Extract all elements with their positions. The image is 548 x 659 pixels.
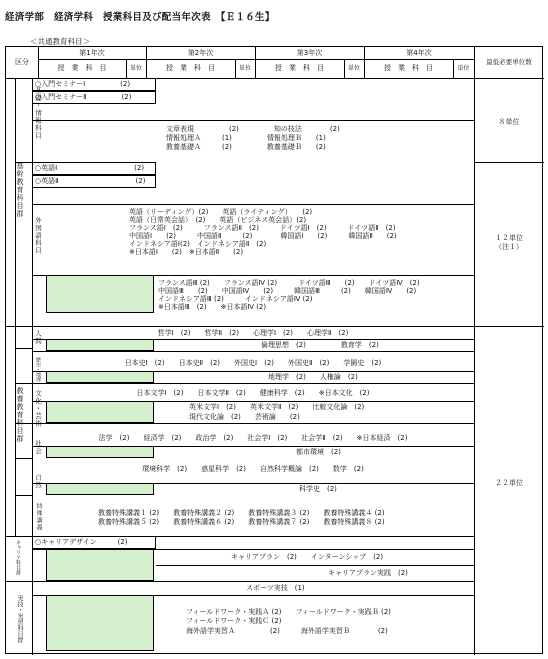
subject-line: 教養特殊講義５ (2) 教養特殊講義６ (2) 教養特殊講義７ (2) 教養特殊講義８ (2)	[98, 518, 385, 526]
subject-line: ○キャリアデザイン (2)	[35, 538, 128, 546]
subject-line: キャリアプラン実践 (2)	[328, 569, 408, 577]
subject-line: ※日本語Ⅰ (2) ※日本語Ⅱ (2)	[129, 248, 244, 256]
subject-line: 倫理思想 (2) 教育学 (2)	[261, 341, 379, 349]
shaded-cell	[46, 339, 154, 351]
subject-line: 現代文化論 (2) 芸術論 (2)	[189, 413, 300, 421]
subcategory-shizen: 自然	[34, 474, 42, 489]
shaded-cell	[46, 595, 154, 651]
shaded-cell	[46, 371, 154, 383]
subject-line: ○入門セミナーⅡ (2)	[35, 93, 132, 101]
subject-line: 海外語学実習Ａ (2) 海外語学実習Ｂ (2)	[186, 627, 388, 635]
subject-line: 教養基礎Ａ (2) 教養基礎Ｂ (2)	[166, 143, 326, 151]
subject-line: 哲学Ⅰ (2) 哲学Ⅱ (2) 心理学Ⅰ (2) 心理学Ⅱ (2)	[157, 329, 349, 337]
subcategory-ningen: 人間	[34, 330, 42, 345]
header-unit: 単位	[347, 65, 360, 72]
shaded-cell	[46, 401, 154, 423]
header-year-1: 第1年次	[79, 49, 105, 57]
header-required-units: 最低必要単位数	[486, 58, 532, 66]
required-units-note: （注１）	[495, 243, 523, 251]
subject-line: 科学史 (2)	[299, 485, 337, 493]
subject-line: 都市環境 (2)	[296, 448, 341, 456]
header-unit: 単位	[129, 65, 142, 72]
required-units-gaikoku: １２単位	[495, 234, 523, 242]
section-subtitle: ＜共通教育科目＞	[30, 37, 90, 46]
subcategory-rekishi: 歴史・地理	[35, 357, 41, 382]
category-kiban: 基幹教育科目群	[16, 162, 24, 218]
subject-line: 日本史Ⅰ (2) 日本史Ⅱ (2) 外国史Ⅰ (2) 外国史Ⅱ (2) 学園史 (2)	[124, 359, 382, 367]
subject-line: キャリアプラン (2) インターンシップ (2)	[231, 553, 384, 561]
header-year-2: 第2年次	[187, 49, 214, 57]
page-title: 経済学部 経済学科 授業科目及び配当年次表 【Ｅ１６生】	[5, 12, 275, 23]
subject-line: 英語（日常英会話） (2) 英語（ビジネス英会話）(2)	[129, 216, 307, 224]
header-subject: 授 業 科 目	[166, 64, 215, 72]
header-unit: 単位	[457, 65, 470, 72]
subject-line: 中国語Ⅰ (2) 中国語Ⅱ (2) 韓国語Ⅰ (2) 韓国語Ⅱ (2)	[129, 232, 397, 240]
subcategory-gaikoku: 外国語科目	[34, 217, 42, 255]
required-units-kiso: ８単位	[498, 118, 520, 126]
header-year-4: 第4年次	[406, 49, 432, 57]
header-subject: 授 業 科 目	[275, 64, 324, 72]
header-year-3: 第3年次	[296, 49, 323, 57]
category-jitsugi: 実技・実習科目群	[16, 595, 23, 643]
required-units-kyoyo: ２２単位	[495, 479, 523, 487]
subject-line: 日本文学Ⅰ (2) 日本文学Ⅱ (2) 健康科学 (2) ※日本文化 (2)	[136, 389, 370, 397]
subject-line: 教養特殊講義１ (2) 教養特殊講義２ (2) 教養特殊講義３ (2) 教養特殊講義４ (2)	[98, 509, 385, 517]
subcategory-tokushu: 特殊講義	[35, 503, 42, 531]
subject-line: インドネシア語Ⅲ (2) インドネシア語Ⅳ (2)	[158, 295, 313, 303]
subject-line: 英語（リーディング）(2) 英語（ライティング） (2)	[129, 208, 313, 216]
category-career: キャリア科目群	[15, 540, 21, 575]
subject-line: 法学 (2) 経済学 (2) 政治学 (2) 社会学Ⅰ (2) 社会学Ⅱ (2) ※日本経済 (2)	[98, 434, 408, 442]
subject-line: ○英語Ⅰ (2)	[35, 164, 145, 172]
subcategory-shakai: 社会	[34, 440, 42, 455]
subject-line: インドネシア語Ⅰ(2) インドネシア語Ⅱ (2)	[129, 240, 267, 248]
subject-line: ○入門セミナーⅠ (2)	[35, 80, 131, 88]
subject-line: 情報処理Ａ (1) 情報処理Ｂ (1)	[166, 134, 326, 142]
category-kyoyo: 教養教育科目群	[16, 387, 24, 443]
shaded-cell	[46, 483, 154, 495]
header-subject: 授 業 科 目	[57, 64, 107, 72]
subject-line: 地理学 (2) 人権論 (2)	[268, 373, 358, 381]
shaded-cell	[46, 275, 154, 313]
subject-line: 文章表現 (2) 知の技法 (2)	[166, 125, 340, 133]
subject-line: フランス語Ⅲ (2) フランス語Ⅳ (2) ドイツ語Ⅲ (2) ドイツ語Ⅳ (2)	[158, 279, 420, 287]
subject-line: フランス語Ⅰ (2) フランス語Ⅱ (2) ドイツ語Ⅰ (2) ドイツ語Ⅱ (2)	[129, 224, 396, 232]
subject-line: ※日本語Ⅲ (2) ※日本語Ⅳ (2)	[158, 303, 267, 311]
subject-line: 環境科学 (2) 惑星科学 (2) 自然科学概論 (2) 数学 (2)	[142, 465, 364, 473]
subject-line: 英米文学Ⅰ (2) 英米文学Ⅱ (2) 比較文化論 (2)	[189, 403, 365, 411]
subject-line: スポーツ実技 (1)	[246, 584, 305, 592]
subject-line: フィールドワーク・実践Ａ (2) フィールドワーク・実践Ｂ (2)	[186, 608, 391, 616]
shaded-cell	[46, 446, 154, 458]
subject-line: フィールドワーク・実践Ｃ (2)	[186, 617, 282, 625]
subcategory-kiso: 基礎・情報科目	[34, 87, 42, 140]
subject-line: 中国語Ⅲ (2) 中国語Ⅳ (2) 韓国語Ⅲ (2) 韓国語Ⅳ (2)	[158, 287, 417, 295]
curriculum-table	[5, 46, 543, 654]
header-subject: 授 業 科 目	[384, 64, 433, 72]
header-unit: 単位	[238, 65, 251, 72]
shaded-cell	[46, 549, 154, 581]
subcategory-bunka: 文化・芸術	[34, 390, 42, 428]
subject-line: ○英語Ⅱ (2)	[35, 177, 146, 185]
header-kubun: 区分	[15, 58, 29, 66]
